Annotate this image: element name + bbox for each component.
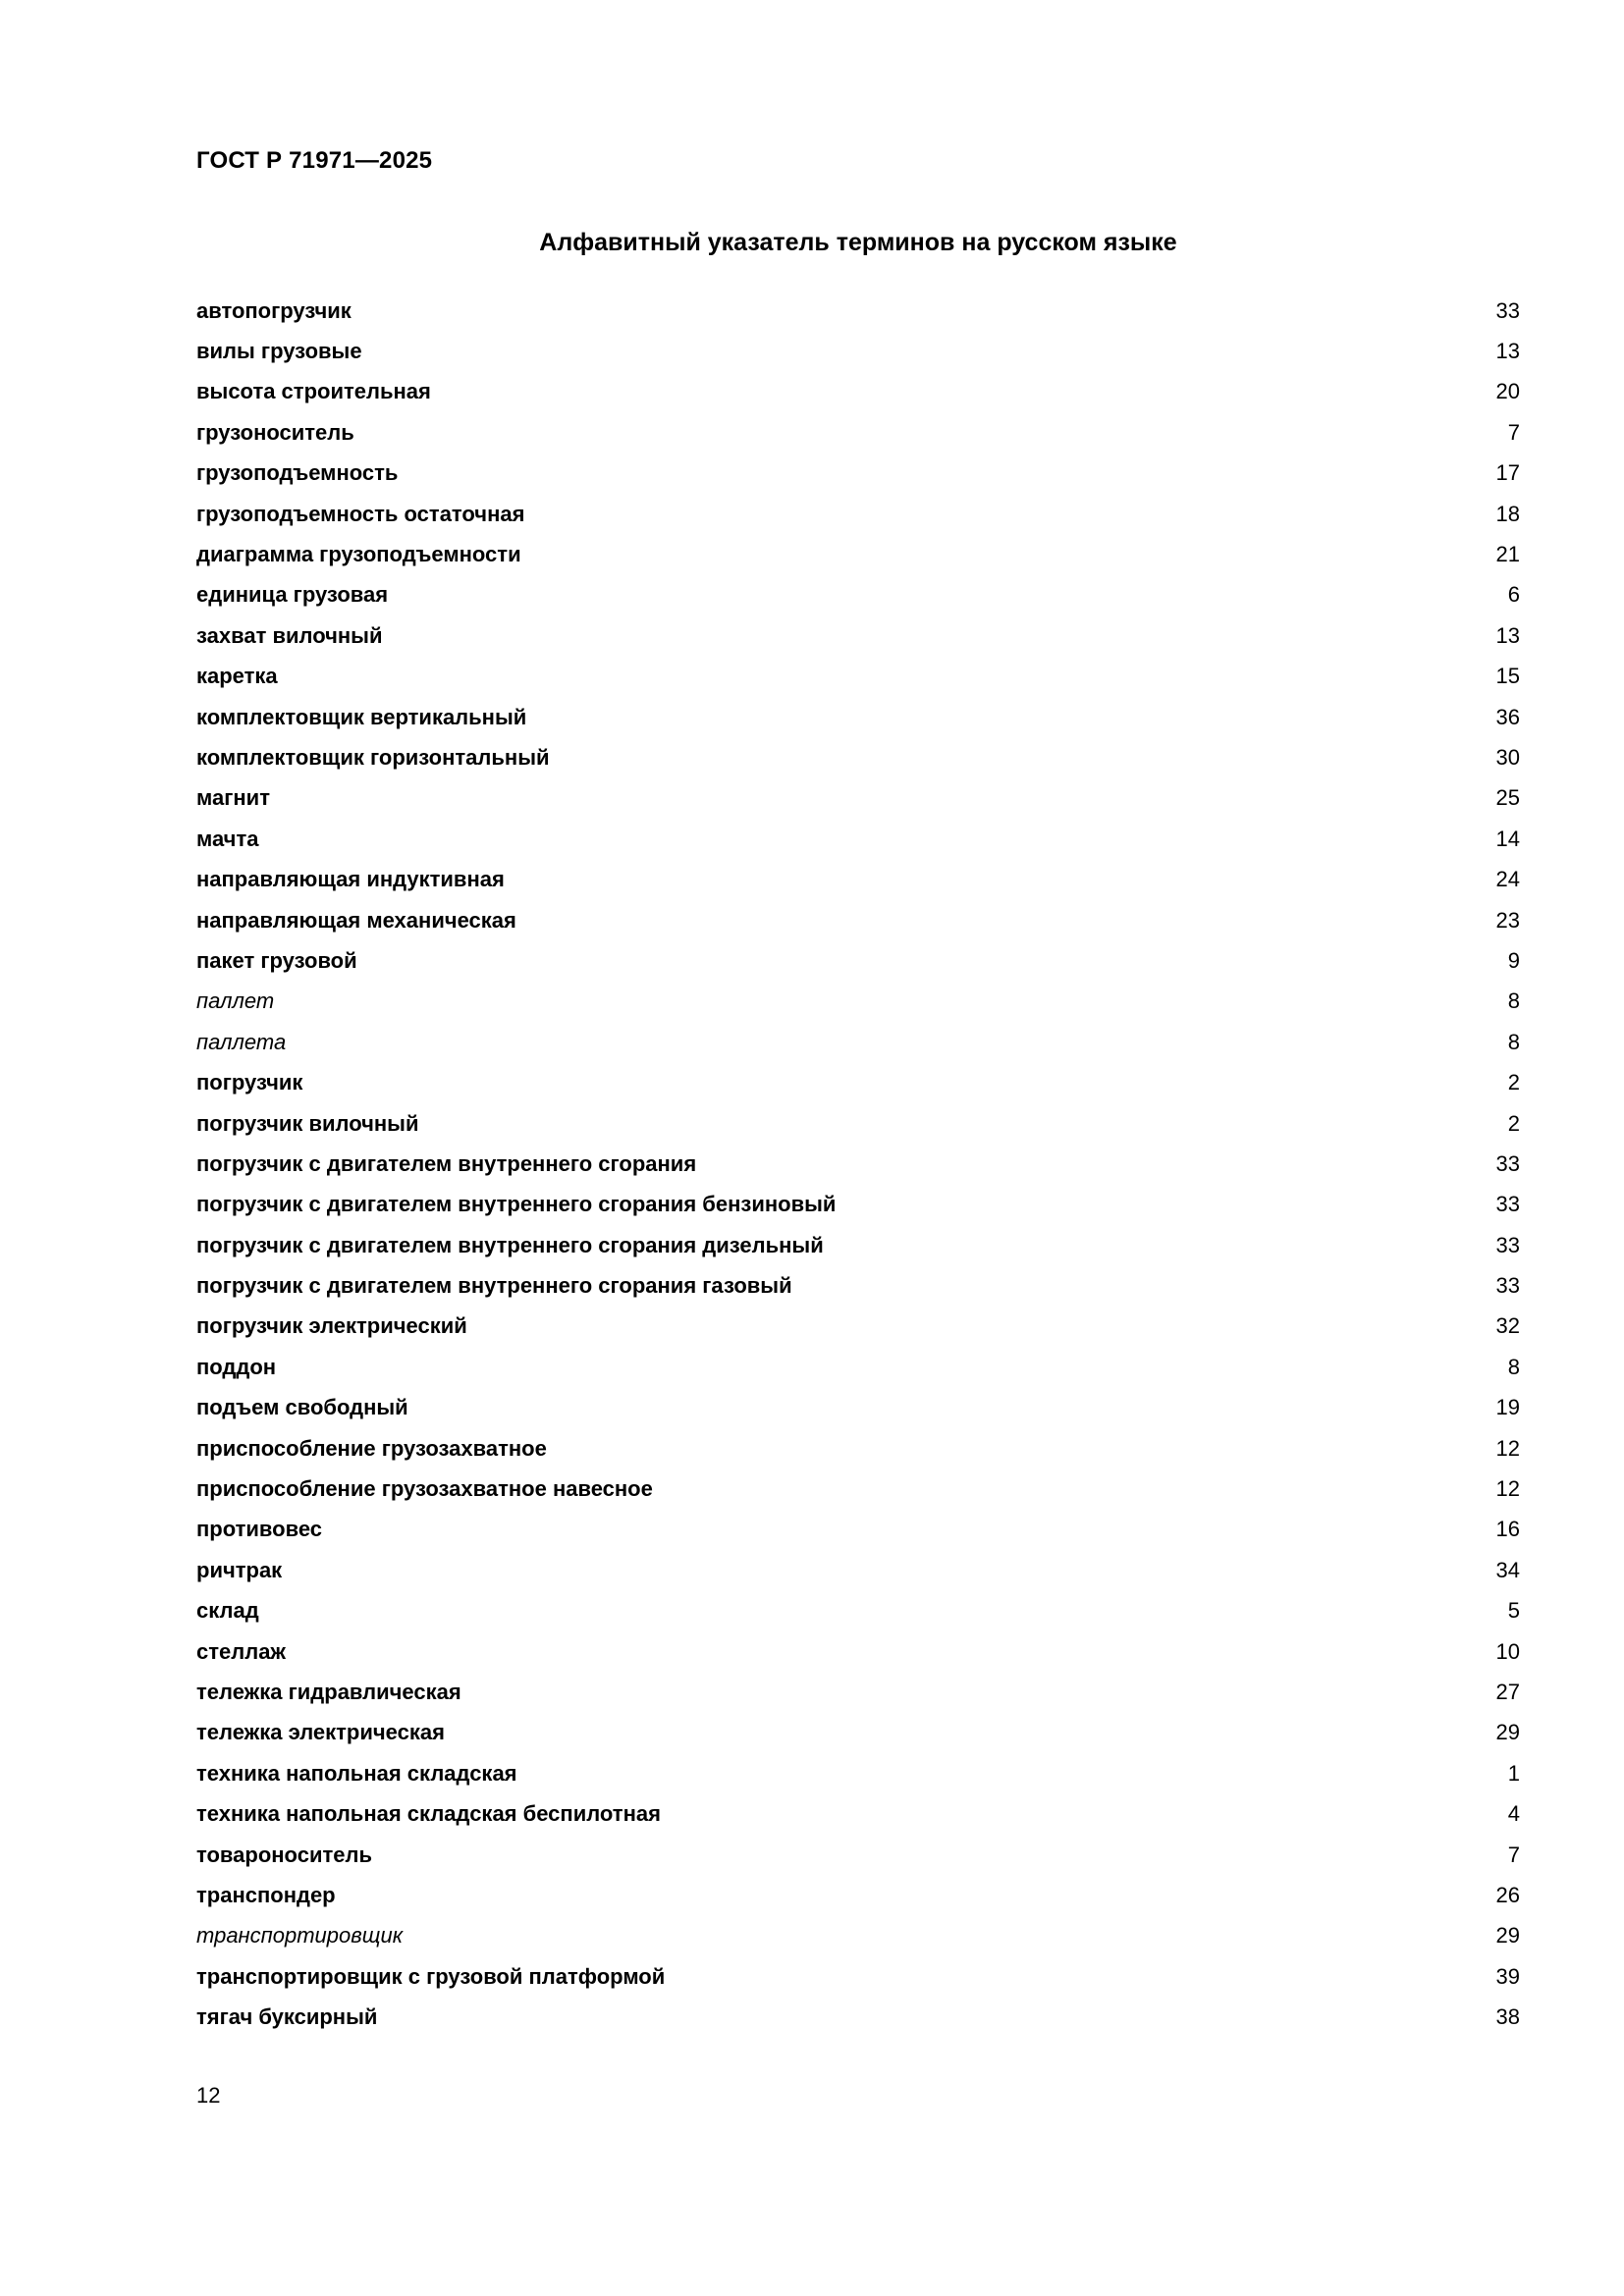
index-page-number: 33 — [1495, 1192, 1520, 1217]
index-entries — [196, 291, 1520, 2038]
index-entry — [196, 1672, 1520, 1712]
index-entry — [196, 900, 1520, 940]
index-term: паллета — [196, 1029, 287, 1054]
index-entry — [196, 1550, 1520, 1590]
index-term: транспортировщик — [196, 1923, 404, 1949]
index-page-number: 30 — [1495, 744, 1520, 770]
index-term: товароноситель — [196, 1842, 372, 1867]
index-entry — [196, 1713, 1520, 1753]
index-term: грузоноситель — [196, 419, 354, 445]
index-term: приспособление грузозахватное — [196, 1435, 547, 1461]
index-term: ричтрак — [196, 1557, 283, 1582]
index-title: Алфавитный указатель терминов на русском языке — [539, 229, 1177, 256]
index-entry — [196, 1265, 1520, 1306]
index-term: высота строительная — [196, 379, 431, 404]
index-page-number: 16 — [1495, 1517, 1520, 1542]
index-entry — [196, 1103, 1520, 1144]
index-entry — [196, 372, 1520, 412]
document-designation: ГОСТ Р 71971—2025 — [196, 147, 433, 174]
index-page-number: 20 — [1495, 379, 1520, 404]
index-term: захват вилочный — [196, 622, 383, 648]
index-entry — [196, 1997, 1520, 2037]
index-entry — [196, 1835, 1520, 1875]
index-page-number: 15 — [1495, 664, 1520, 689]
index-entry — [196, 1793, 1520, 1834]
index-entry — [196, 859, 1520, 899]
index-page-number: 24 — [1495, 867, 1520, 892]
index-entry — [196, 1468, 1520, 1509]
index-page-number: 33 — [1495, 1232, 1520, 1257]
index-entry — [196, 982, 1520, 1022]
index-term: транспондер — [196, 1882, 336, 1907]
index-page-number: 2 — [1507, 1110, 1520, 1136]
index-page-number: 33 — [1495, 1150, 1520, 1176]
index-page-number: 17 — [1495, 460, 1520, 486]
index-page-number: 4 — [1507, 1801, 1520, 1827]
index-page-number: 7 — [1507, 419, 1520, 445]
index-page-number: 18 — [1495, 501, 1520, 526]
index-page-number: 8 — [1507, 1354, 1520, 1379]
index-term: автопогрузчик — [196, 297, 352, 323]
index-term: диаграмма грузоподъемности — [196, 542, 521, 567]
index-entry — [196, 1753, 1520, 1793]
index-entry — [196, 331, 1520, 371]
index-page-number: 8 — [1507, 1029, 1520, 1054]
index-page-number: 32 — [1495, 1313, 1520, 1339]
index-term: погрузчик электрический — [196, 1313, 467, 1339]
index-term: грузоподъемность — [196, 460, 399, 486]
index-entry — [196, 1510, 1520, 1550]
index-term: пакет грузовой — [196, 947, 357, 973]
index-page-number: 1 — [1507, 1760, 1520, 1786]
index-term: вилы грузовые — [196, 339, 362, 364]
index-page-number: 39 — [1495, 1963, 1520, 1989]
index-page-number: 2 — [1507, 1070, 1520, 1095]
index-entry — [196, 615, 1520, 656]
index-entry — [196, 1185, 1520, 1225]
index-page-number: 7 — [1507, 1842, 1520, 1867]
index-page-number: 38 — [1495, 2004, 1520, 2030]
index-entry — [196, 1144, 1520, 1184]
index-entry — [196, 575, 1520, 615]
index-term: тележка электрическая — [196, 1720, 445, 1745]
index-entry — [196, 1875, 1520, 1915]
index-entry — [196, 1591, 1520, 1631]
index-entry — [196, 819, 1520, 859]
index-page-number: 33 — [1495, 1273, 1520, 1299]
index-term: транспортировщик с грузовой платформой — [196, 1963, 666, 1989]
index-term: единица грузовая — [196, 582, 389, 608]
index-entry — [196, 1388, 1520, 1428]
index-term: противовес — [196, 1517, 323, 1542]
index-entry — [196, 1307, 1520, 1347]
index-page-number: 29 — [1495, 1923, 1520, 1949]
index-term: тягач буксирный — [196, 2004, 378, 2030]
index-term: погрузчик с двигателем внутреннего сгорания газовый — [196, 1273, 792, 1299]
index-term: погрузчик с двигателем внутреннего сгорания бензиновый — [196, 1192, 837, 1217]
index-term: погрузчик с двигателем внутреннего сгорания дизельный — [196, 1232, 824, 1257]
index-entry — [196, 778, 1520, 819]
index-term: магнит — [196, 785, 270, 811]
index-term: погрузчик — [196, 1070, 303, 1095]
index-term: грузоподъемность остаточная — [196, 501, 525, 526]
index-entry — [196, 1428, 1520, 1468]
index-entry — [196, 1347, 1520, 1387]
page-number: 12 — [196, 2083, 221, 2108]
index-page-number: 36 — [1495, 704, 1520, 729]
index-page-number: 25 — [1495, 785, 1520, 811]
index-entry — [196, 291, 1520, 331]
index-page-number: 26 — [1495, 1882, 1520, 1907]
index-entry — [196, 1956, 1520, 1997]
index-page-number: 29 — [1495, 1720, 1520, 1745]
index-term: техника напольная складская — [196, 1760, 517, 1786]
index-term: паллет — [196, 988, 275, 1014]
index-page-number: 12 — [1495, 1435, 1520, 1461]
index-page-number: 13 — [1495, 339, 1520, 364]
index-page-number: 14 — [1495, 826, 1520, 851]
index-term: тележка гидравлическая — [196, 1679, 461, 1704]
index-term: каретка — [196, 664, 278, 689]
index-page-number: 34 — [1495, 1557, 1520, 1582]
index-entry — [196, 1631, 1520, 1672]
index-term: направляющая механическая — [196, 907, 516, 933]
index-entry — [196, 1022, 1520, 1062]
index-page-number: 23 — [1495, 907, 1520, 933]
index-page-number: 13 — [1495, 622, 1520, 648]
index-entry — [196, 1062, 1520, 1102]
index-term: погрузчик с двигателем внутреннего сгорания — [196, 1150, 697, 1176]
index-term: стеллаж — [196, 1638, 287, 1664]
index-term: погрузчик вилочный — [196, 1110, 419, 1136]
index-page-number: 21 — [1495, 542, 1520, 567]
index-page-number: 8 — [1507, 988, 1520, 1014]
index-page-number: 5 — [1507, 1598, 1520, 1624]
index-entry — [196, 657, 1520, 697]
index-page-number: 10 — [1495, 1638, 1520, 1664]
index-entry — [196, 454, 1520, 494]
index-page-number: 12 — [1495, 1476, 1520, 1502]
index-entry — [196, 534, 1520, 574]
index-page-number: 33 — [1495, 297, 1520, 323]
index-term: подъем свободный — [196, 1395, 408, 1420]
index-page-number: 19 — [1495, 1395, 1520, 1420]
index-page-number: 27 — [1495, 1679, 1520, 1704]
index-page-number: 6 — [1507, 582, 1520, 608]
index-term: комплектовщик горизонтальный — [196, 744, 550, 770]
index-term: направляющая индуктивная — [196, 867, 505, 892]
index-entry — [196, 1916, 1520, 1956]
index-term: поддон — [196, 1354, 277, 1379]
index-term: склад — [196, 1598, 259, 1624]
index-entry — [196, 697, 1520, 737]
index-entry — [196, 1225, 1520, 1265]
index-page-number: 9 — [1507, 947, 1520, 973]
index-entry — [196, 494, 1520, 534]
index-entry — [196, 412, 1520, 453]
index-term: приспособление грузозахватное навесное — [196, 1476, 653, 1502]
index-term: мачта — [196, 826, 259, 851]
index-entry — [196, 940, 1520, 981]
index-term: комплектовщик вертикальный — [196, 704, 527, 729]
index-entry — [196, 737, 1520, 777]
index-term: техника напольная складская беспилотная — [196, 1801, 661, 1827]
